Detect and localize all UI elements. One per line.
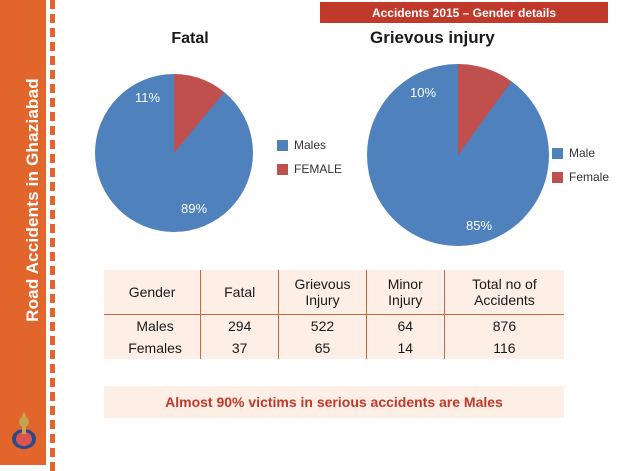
legend-swatch-male-icon	[552, 148, 563, 159]
pie-label-grievous-male: 85%	[466, 218, 493, 233]
legend-label-female: FEMALE	[294, 162, 343, 176]
legend-item-female	[552, 170, 609, 184]
cell-minor: 64	[366, 315, 444, 338]
cell-minor: 14	[366, 337, 444, 359]
summary-note: Almost 90% victims in serious accidents are Males	[104, 386, 564, 418]
column-header-fatal: Fatal	[201, 270, 279, 315]
legend-item-female	[277, 162, 342, 176]
pie-label-grievous-female: 10%	[410, 85, 437, 100]
slide-banner-title: Accidents 2015 – Gender details	[320, 2, 608, 23]
cell-gender: Females	[104, 337, 201, 359]
police-emblem-icon	[8, 409, 40, 451]
cell-total: 876	[492, 318, 517, 334]
cell-total: 116	[493, 340, 516, 356]
legend-label-males: Males	[294, 138, 327, 152]
legend-swatch-male-icon	[277, 140, 288, 151]
cell-grievous: 522	[279, 315, 366, 338]
cell-fatal: 294	[201, 315, 279, 338]
legend-label-male: Male	[569, 146, 596, 160]
column-header-grievous-injury: Grievous Injury	[279, 270, 366, 315]
pie-chart-grievous	[367, 64, 549, 246]
pie-label-fatal-male: 89%	[181, 201, 208, 216]
chart-title-fatal: Fatal	[171, 30, 209, 47]
table-row	[104, 337, 564, 359]
table-row	[104, 315, 564, 338]
table-header-row	[104, 270, 564, 315]
legend-item-males	[277, 138, 342, 152]
legend-item-male	[552, 146, 609, 160]
sidebar	[0, 0, 62, 465]
cell-grievous: 65	[279, 337, 366, 359]
pie-chart-fatal	[95, 74, 253, 232]
column-header-gender: Gender	[104, 270, 201, 315]
sidebar-dot-strip	[48, 0, 60, 465]
cell-fatal: 37	[201, 337, 279, 359]
legend-label-female: Female	[569, 170, 610, 184]
legend-grievous	[552, 146, 609, 194]
accident-table	[104, 270, 564, 359]
legend-swatch-female-icon	[277, 164, 288, 175]
column-header-minor-injury: Minor Injury	[366, 270, 444, 315]
cell-gender: Males	[104, 315, 201, 338]
column-header-total: Total no of Accidents	[472, 276, 537, 308]
legend-swatch-female-icon	[552, 172, 563, 183]
sidebar-title: Road Accidents in Ghaziabad	[23, 78, 42, 322]
pie-label-fatal-female: 11%	[135, 90, 161, 105]
chart-title-grievous: Grievous injury	[370, 28, 495, 47]
legend-fatal	[277, 138, 342, 186]
